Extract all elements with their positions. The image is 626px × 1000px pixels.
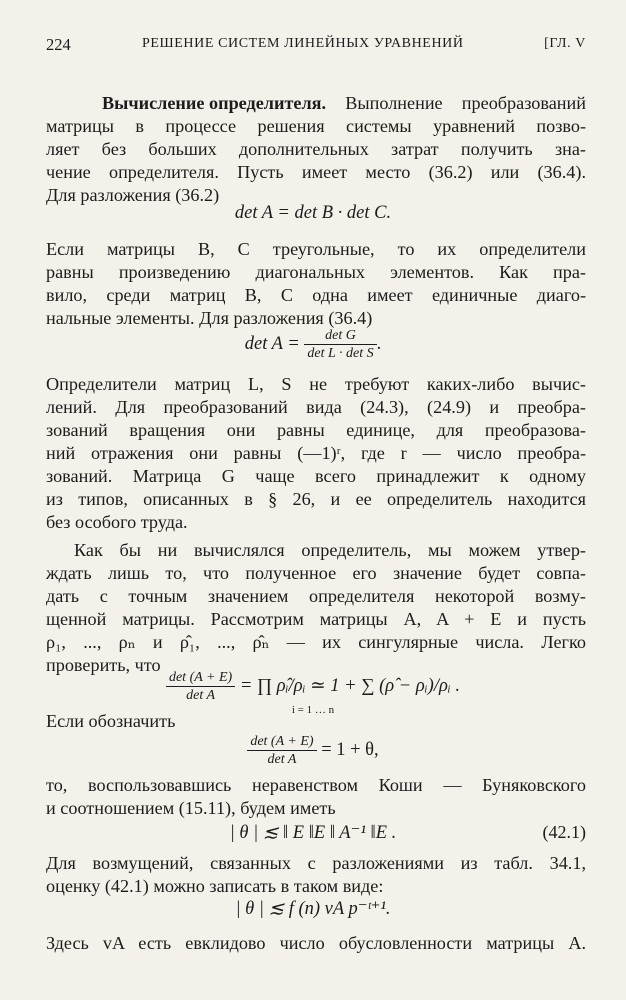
para3-line-4: зований. Матрица G чаще всего принадлежит к одному — [46, 466, 586, 486]
para2-line-0: Если матрицы B, C треугольные, то их определители — [46, 239, 586, 259]
para1-line-3: чение определителя. Пусть имеет место (36.2) или (36.4). — [46, 162, 586, 182]
para6-line-0: Для возмущений, связанных с разложениями из табл. 34.1, — [46, 853, 586, 873]
para5-line-1: и соотношением (15.11), будем иметь — [46, 798, 336, 818]
formula-theta: $\frac{\det (A + E)}{\text{det A}}$ = 1 + θ, — [0, 733, 626, 768]
formula-det-ratio: det A = $\frac{\text{det G}}{\text{det L · det S}}$ . — [244, 328, 382, 361]
para2-line-3: нальные элементы. Для разложения (36.4) — [46, 308, 373, 328]
formula-singular-product: $\frac{\det (A + E)}{\text{det A}}$ = ∏ ρ̂ᵢ/ρᵢ ≃ 1 + ∑ (ρ̂ − ρᵢ)/ρᵢ . i = 1 … n — [0, 669, 626, 716]
para5-line-0: то, воспользовавшись неравенством Коши — Буняковского — [46, 775, 586, 795]
equation-number: (42.1) — [542, 822, 586, 842]
formula-42-1: | θ | ≲ ‖ E ‖E ‖ A⁻¹ ‖E . (42.1) — [229, 822, 586, 843]
para4-line-1: ждать лишь то, что полученное его значение будет совпа- — [46, 563, 586, 583]
para6-line-1: оценку (42.1) можно записать в таком виде: — [46, 876, 384, 896]
para3-line-0: Определители матриц L, S не требуют каких-либо вычис- — [46, 374, 586, 394]
para3-line-1: лений. Для преобразований вида (24.3), (24.9) и преобра- — [46, 397, 586, 417]
para1-line-4: Для разложения (36.2) — [46, 185, 220, 205]
para7-line-0: Здесь vA есть евклидово число обусловленности матрицы A. — [46, 933, 586, 953]
formula-limits: i = 1 … n — [291, 704, 335, 716]
para2-line-2: вило, среди матриц B, C одна имеет единичные диаго- — [46, 285, 586, 305]
para3-line-6: без особого труда. — [46, 512, 188, 532]
running-title: РЕШЕНИЕ СИСТЕМ ЛИНЕЙНЫХ УРАВНЕНИЙ — [142, 36, 464, 51]
para1-line-0: Вычисление определителя. Выполнение преобразований — [46, 92, 586, 115]
para4-line-2: дать с точным значением определителя некоторой возму- — [46, 586, 586, 606]
para1-line-2: ляет без больших дополнительных затрат получить зна- — [46, 139, 586, 159]
formula-det-product: det A = det B · det C. — [234, 203, 392, 223]
if-denote-line: Если обозначить — [46, 711, 176, 731]
chapter-label: [ГЛ. V — [544, 36, 586, 51]
para4-line-0: Как бы ни вычислялся определитель, мы можем утвер- — [74, 540, 586, 560]
formula-bound: | θ | ≲ f (n) vA p⁻ᵗ⁺¹. — [235, 899, 391, 919]
para3-line-2: зований вращения они равны единице, для преобразова- — [46, 420, 586, 440]
para4-line-4: ρ₁, ..., ρₙ и ρ̂₁, ..., ρ̂ₙ — их сингулярные числа. Легко — [46, 632, 586, 652]
para3-line-5: из типов, описанных в § 26, и ее определитель находится — [46, 489, 586, 509]
para4-line-3: щенной матрицы. Рассмотрим матрицы A, A + E и пусть — [46, 609, 586, 629]
para3-line-3: ний отражения они равны (—1)ʳ, где r — число преобра- — [46, 443, 586, 463]
para2-line-1: равны произведению диагональных элементов. Как пра- — [46, 262, 586, 282]
para1-line-1: матрицы в процессе решения системы уравнений позво- — [46, 116, 586, 136]
section-heading: Вычисление определителя. — [102, 93, 327, 113]
page-number: 224 — [46, 35, 71, 54]
para4-line-5: проверить, что — [46, 655, 161, 675]
